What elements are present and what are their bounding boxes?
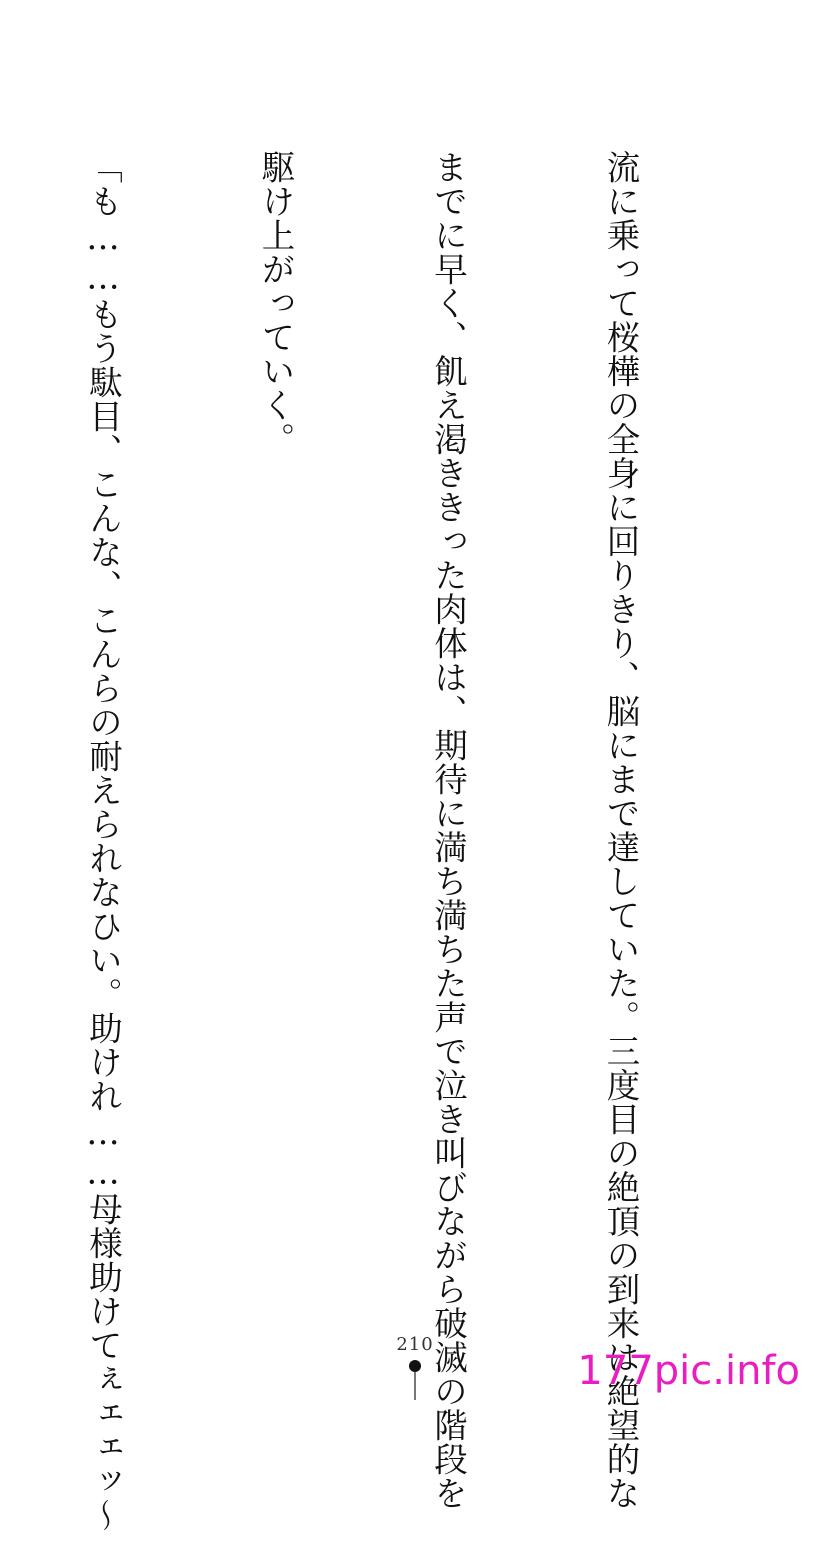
page-marker-dot [409,1360,421,1372]
watermark-text: 177pic.info [577,1348,800,1394]
page-marker-rule [414,1372,416,1400]
text-line: 流に乗って桜樺の全身に回りきり、脳にまで達していた。三度目の絶頂の到来は絶望的な [601,150,640,1510]
text-line: 駆け上がっていく。 [256,150,295,456]
text-line: までに早く、飢え渇ききった肉体は、期待に満ち満ちた声で泣き叫びながら破滅の階段を [428,150,468,1510]
text-line: 「も……もう駄目、こんな、こんらの耐えられなひい。助けれ……母様助けてぇェェッ〜 [83,150,123,1532]
page-number: 210 [396,1334,434,1355]
